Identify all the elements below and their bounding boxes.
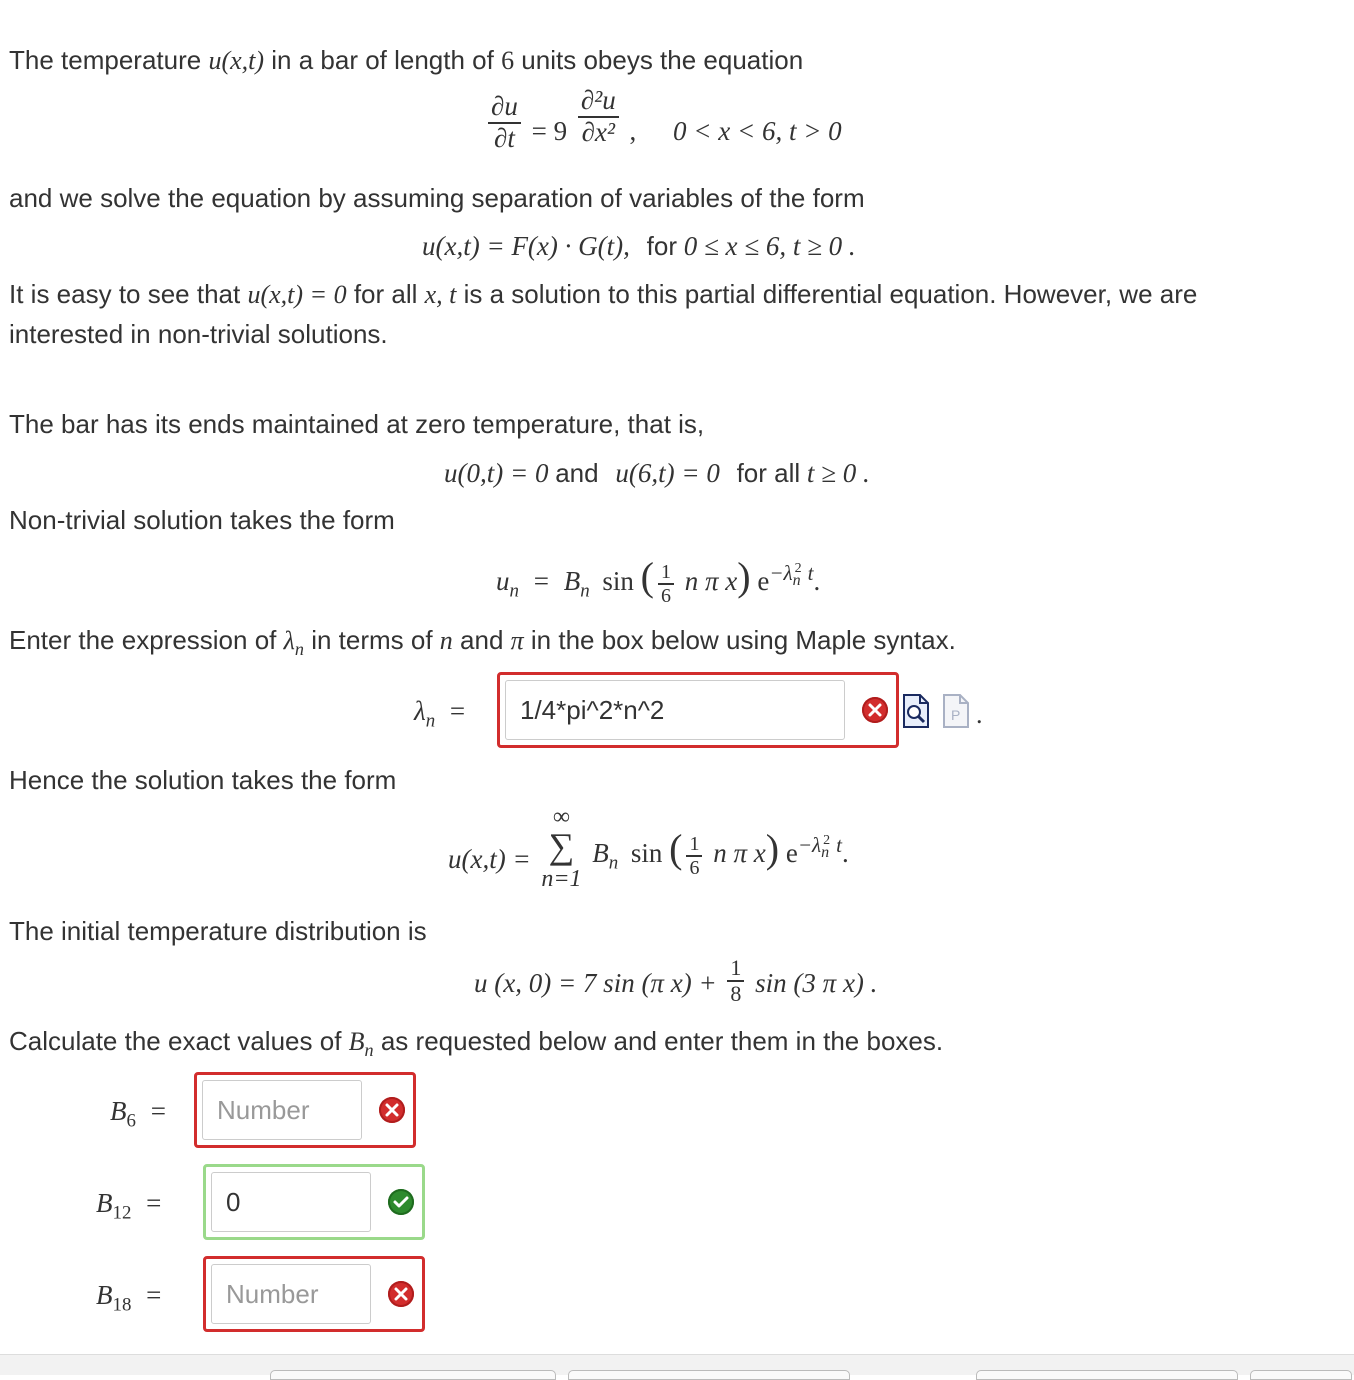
calculate-sentence bbox=[9, 1021, 943, 1070]
separation-product: u(x,t) = F(x) · G(t), bbox=[422, 231, 630, 261]
d2u-dx2-fraction bbox=[578, 86, 619, 147]
B12-equals: = bbox=[146, 1188, 162, 1218]
du-dt-fraction bbox=[488, 92, 521, 153]
intro-text-a: The temperature bbox=[9, 45, 209, 75]
non-trivial-interest: interested in non-trivial solutions. bbox=[9, 319, 388, 349]
lambda-period: . bbox=[976, 700, 983, 729]
one-eighth bbox=[727, 956, 744, 1006]
lambda-label-sub: n bbox=[425, 710, 436, 732]
d2u-numerator: ∂²u bbox=[578, 86, 619, 118]
cross-icon bbox=[388, 1281, 414, 1307]
lambda-input[interactable] bbox=[505, 680, 845, 740]
for-all-word: for all bbox=[736, 458, 801, 488]
bottom-button-1[interactable] bbox=[270, 1370, 556, 1380]
zero-solution: u(x,t) = 0 bbox=[247, 280, 347, 309]
and-word: and bbox=[555, 458, 599, 488]
easy-text-b: for all bbox=[346, 279, 425, 309]
initial-lhs: u (x, 0) = 7 sin (π x) + bbox=[474, 968, 717, 998]
series-one-sixth bbox=[686, 833, 702, 879]
trivial-sentence bbox=[9, 274, 1197, 315]
exp-lambda: −λ bbox=[769, 561, 793, 585]
B12-label bbox=[96, 1186, 161, 1230]
exp-e: e bbox=[757, 566, 770, 596]
one-eighth-num: 1 bbox=[727, 956, 744, 982]
bottom-button-4[interactable] bbox=[1250, 1370, 1352, 1380]
check-icon bbox=[388, 1189, 414, 1215]
lambda-label-symbol: λ bbox=[414, 696, 426, 726]
separation-domain: 0 ≤ x ≤ 6, t ≥ 0 . bbox=[683, 231, 856, 261]
t-condition: t ≥ 0 . bbox=[806, 458, 870, 488]
lambda-label bbox=[414, 694, 465, 738]
series-exp-t: t bbox=[836, 833, 842, 857]
sum-lower: n=1 bbox=[541, 866, 582, 892]
B6-label bbox=[110, 1094, 166, 1138]
enter-text-c: and bbox=[452, 625, 511, 655]
lambda-sub: n bbox=[294, 639, 304, 660]
un-solution-form: $u_n = B_n$ sin ( $\frac{1}{6}$ n π x) $e^{-\lambda_n^2 t}$. bbox=[496, 554, 821, 607]
series-n-pi-x: n π x bbox=[713, 838, 766, 868]
boundary-conditions bbox=[444, 456, 870, 490]
B6-equals: = bbox=[150, 1096, 166, 1126]
initial-condition bbox=[474, 956, 877, 1016]
B12-sub: 12 bbox=[112, 1202, 132, 1224]
un-equals: = bbox=[533, 566, 549, 596]
one-sixth-num: 1 bbox=[658, 561, 674, 585]
series-B-sub: n bbox=[608, 852, 619, 874]
initial-sentence: The initial temperature distribution is bbox=[9, 916, 427, 946]
series-exp-sub: n bbox=[821, 844, 830, 862]
exp-t: t bbox=[807, 561, 814, 585]
easy-text-c: is a solution to this partial differential equation. However, we are bbox=[456, 279, 1198, 309]
B12-B: B bbox=[96, 1188, 113, 1218]
u-xt-symbol: u(x,t) bbox=[208, 46, 265, 75]
bn-sub: n bbox=[580, 580, 590, 602]
B6-sub: 6 bbox=[126, 1110, 136, 1132]
equation-comma: , bbox=[629, 116, 637, 146]
calc-B: B bbox=[348, 1027, 365, 1056]
B18-input[interactable] bbox=[211, 1264, 371, 1324]
heat-equation bbox=[484, 86, 842, 176]
n-pi-x: n π x bbox=[684, 566, 738, 596]
series-frac-den: 6 bbox=[689, 856, 700, 879]
calc-text-a: Calculate the exact values of bbox=[9, 1026, 349, 1056]
intro-text-c: units obeys the equation bbox=[514, 45, 804, 75]
cross-icon bbox=[379, 1097, 405, 1123]
sum-upper: ∞ bbox=[552, 804, 570, 830]
series-period: . bbox=[841, 838, 849, 868]
one-sixth bbox=[658, 561, 674, 607]
du-numerator: ∂u bbox=[488, 92, 521, 124]
enter-lambda-sentence bbox=[9, 620, 956, 669]
hence-sentence: Hence the solution takes the form bbox=[9, 765, 397, 795]
series-open-paren: ( bbox=[669, 826, 683, 871]
left-boundary: u(0,t) = 0 bbox=[444, 458, 549, 488]
un-u: u bbox=[496, 566, 510, 596]
x-t-symbols: x, t bbox=[424, 280, 457, 309]
equals-nine: = 9 bbox=[531, 116, 568, 146]
one-eighth-den: 8 bbox=[730, 981, 742, 1007]
B18-sub: 18 bbox=[112, 1294, 132, 1316]
B18-equals: = bbox=[146, 1280, 162, 1310]
series-B: B bbox=[592, 838, 609, 868]
intro-sentence bbox=[9, 40, 803, 81]
sin-func: sin bbox=[602, 566, 634, 596]
preview-icon[interactable] bbox=[903, 694, 929, 733]
bn-B: B bbox=[563, 566, 581, 596]
bottom-button-3[interactable] bbox=[976, 1370, 1238, 1380]
lambda-symbol: λ bbox=[283, 626, 295, 655]
pde-domain: 0 < x < 6, t > 0 bbox=[673, 116, 842, 146]
B6-input[interactable] bbox=[202, 1080, 362, 1140]
cross-icon bbox=[862, 697, 888, 723]
n-symbol: n bbox=[439, 626, 453, 655]
pi-symbol: π bbox=[510, 626, 524, 655]
close-paren: ) bbox=[737, 554, 751, 599]
series-solution: u(x,t) = ∞ ∑ n=1 $B_n$ sin ( $\frac{1}{6}$ n π x) $e^{-\lambda_n^2 t}$. bbox=[448, 804, 849, 892]
summation bbox=[537, 806, 585, 894]
series-exp-e: e bbox=[785, 838, 798, 868]
nontrivial-sentence: Non-trivial solution takes the form bbox=[9, 505, 395, 535]
calc-B-sub: n bbox=[364, 1040, 374, 1061]
dt-denominator: ∂t bbox=[494, 122, 515, 153]
open-paren: ( bbox=[640, 554, 654, 599]
series-exp-lambda: −λ bbox=[797, 833, 822, 857]
lambda-equals: = bbox=[449, 696, 466, 726]
un-sub: n bbox=[509, 580, 519, 602]
intro-text-b: in a bar of length of bbox=[264, 45, 502, 75]
boundary-sentence: The bar has its ends maintained at zero temperature, that is, bbox=[9, 409, 705, 439]
separation-sentence: and we solve the equation by assuming separation of variables of the form bbox=[9, 183, 865, 213]
one-sixth-den: 6 bbox=[660, 584, 671, 607]
bar-length-value: 6 bbox=[501, 46, 515, 75]
syntax-help-icon[interactable] bbox=[943, 694, 969, 733]
initial-rhs: sin (3 π x) . bbox=[755, 968, 878, 998]
series-close-paren: ) bbox=[765, 826, 780, 871]
B6-B: B bbox=[110, 1096, 127, 1126]
svg-text:P: P bbox=[951, 707, 961, 723]
sum-sigma: ∑ bbox=[548, 826, 575, 866]
separation-form bbox=[422, 229, 856, 263]
enter-text-b: in terms of bbox=[303, 625, 440, 655]
enter-text-d: in the box below using Maple syntax. bbox=[523, 625, 956, 655]
calc-text-b: as requested below and enter them in the boxes. bbox=[373, 1026, 944, 1056]
B12-input[interactable] bbox=[211, 1172, 371, 1232]
bottom-button-2[interactable] bbox=[568, 1370, 850, 1380]
B18-label bbox=[96, 1278, 161, 1322]
series-frac-num: 1 bbox=[686, 833, 702, 857]
series-sin: sin bbox=[630, 838, 663, 868]
for-word: for bbox=[646, 231, 677, 261]
enter-text-a: Enter the expression of bbox=[9, 625, 284, 655]
B18-B: B bbox=[96, 1280, 113, 1310]
right-boundary: u(6,t) = 0 bbox=[615, 458, 720, 488]
exp-sub: n bbox=[792, 572, 801, 590]
dx2-denominator: ∂x² bbox=[581, 116, 615, 147]
series-lhs: u(x,t) = bbox=[448, 844, 531, 874]
un-period: . bbox=[813, 566, 821, 596]
easy-text-a: It is easy to see that bbox=[9, 279, 248, 309]
